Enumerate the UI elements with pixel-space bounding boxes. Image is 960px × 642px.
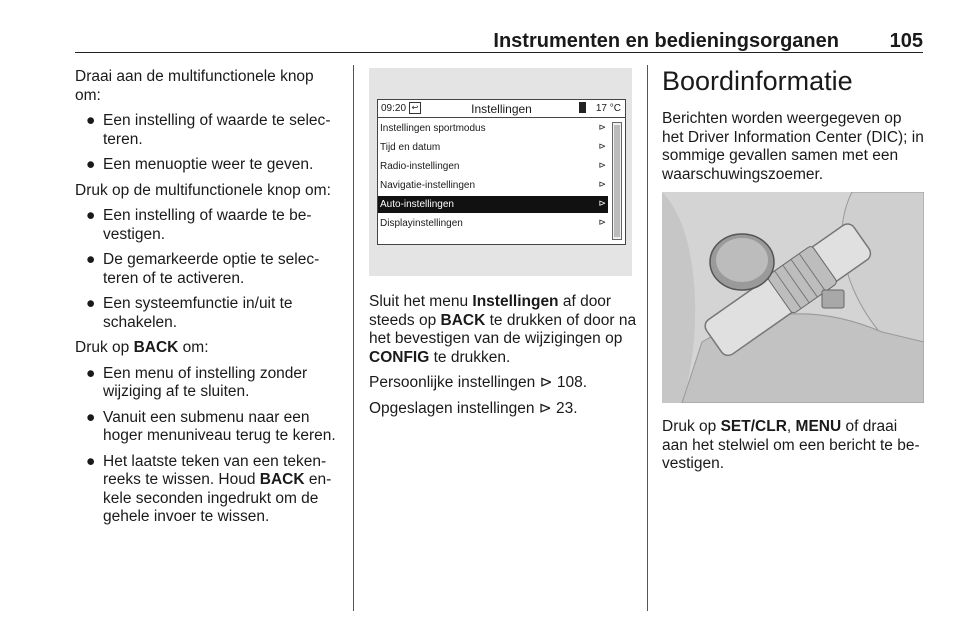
screen-menu-item[interactable] bbox=[378, 196, 608, 213]
screen-menu-item[interactable] bbox=[378, 215, 608, 232]
left-column bbox=[75, 68, 343, 534]
chevron-right-icon: ⊳ bbox=[598, 141, 606, 151]
back-icon: ↩ bbox=[409, 102, 421, 114]
chevron-right-icon: ⊳ bbox=[598, 160, 606, 170]
chevron-right-icon: ⊳ bbox=[598, 198, 606, 208]
confirm-message-paragraph: Druk op SET/CLR, MENU of draai aan het stelwiel om een bericht te bevestigen. bbox=[662, 418, 920, 472]
list-item: ● Een menuoptie weer te geven. bbox=[86, 156, 314, 173]
screen-scrollbar bbox=[612, 122, 622, 240]
steering-stalk-illustration bbox=[662, 192, 924, 403]
cross-reference-link[interactable]: Persoonlijke instellingen ⊳ 108. bbox=[369, 374, 588, 391]
cross-reference-link[interactable]: Opgeslagen instellingen ⊳ 23. bbox=[369, 399, 578, 417]
screen-title: Instellingen bbox=[471, 102, 532, 116]
list-item: ● Het laatste teken van een tekenreeks te wissen. Houd BACK enkele seconden ingedrukt om de gehele invoer te wissen. bbox=[86, 452, 332, 525]
close-menu-paragraph: Sluit het menu Instellingen af door steeds op BACK te drukken of door na het bevestigen van de wijzigingen op CONFIG te drukken. bbox=[369, 293, 637, 366]
screen-menu-item-label: Auto-instellingen bbox=[380, 199, 454, 210]
steering-column-photo bbox=[662, 192, 924, 403]
infotainment-display bbox=[377, 99, 626, 245]
screen-temperature: 17 °C bbox=[595, 103, 621, 114]
chevron-right-icon: ⊳ bbox=[598, 179, 606, 189]
screen-menu-item-label: Instellingen sportmodus bbox=[380, 123, 486, 134]
bullet-icon: ● bbox=[86, 364, 96, 382]
bullet-icon: ● bbox=[86, 251, 96, 268]
screen-menu-item[interactable] bbox=[378, 139, 608, 156]
page-title: Instrumenten en bedieningsorganen bbox=[493, 30, 839, 52]
page-header bbox=[75, 30, 923, 54]
intro-press: Druk op de multifunctionele knop om: bbox=[75, 181, 331, 199]
bullet-icon: ● bbox=[86, 408, 96, 426]
middle-column bbox=[369, 293, 637, 425]
list-item: ● Vanuit een submenu naar een hoger menuniveau terug te keren. bbox=[86, 408, 336, 444]
scrollbar-thumb bbox=[614, 125, 620, 237]
intro-paragraph: Berichten worden weergegeven op het Driver Information Center (DIC); in sommige gevallen samen met een waarschuwingszoemer. bbox=[662, 110, 924, 183]
bullet-icon: ● bbox=[86, 112, 96, 129]
screen-status-bar bbox=[378, 100, 625, 118]
screen-time: 09:20 bbox=[381, 103, 407, 114]
list-item: ● Een instelling of waarde te selecteren. bbox=[86, 112, 331, 148]
right-column-bottom bbox=[662, 418, 927, 481]
list-item: ● Een systeemfunctie in/uit te schakelen. bbox=[86, 295, 293, 331]
chevron-right-icon: ⊳ bbox=[598, 122, 606, 132]
bullet-icon: ● bbox=[86, 156, 96, 173]
section-heading: Boordinformatie bbox=[662, 66, 853, 96]
bullet-icon: ● bbox=[86, 295, 96, 312]
list-item: ● Een instelling of waarde te bevestigen. bbox=[86, 207, 312, 243]
screen-menu-item-label: Tijd en datum bbox=[380, 142, 441, 153]
page-number: 105 bbox=[889, 30, 923, 52]
settings-screen-figure bbox=[369, 68, 632, 276]
screen-menu-item[interactable] bbox=[378, 120, 608, 137]
right-column bbox=[662, 66, 927, 191]
bullet-icon: ● bbox=[86, 452, 96, 470]
header-divider bbox=[75, 52, 923, 53]
intro-back: Druk op BACK om: bbox=[75, 339, 209, 356]
screen-menu-item-label: Radio-instellingen bbox=[380, 161, 460, 172]
screen-menu-item[interactable] bbox=[378, 158, 608, 175]
screen-menu-item-label: Navigatie-instellingen bbox=[380, 180, 476, 191]
intro-rotate: Draai aan de multifunctionele knop om: bbox=[75, 68, 314, 104]
chevron-right-icon: ⊳ bbox=[598, 217, 606, 227]
screen-menu-item[interactable] bbox=[378, 177, 608, 194]
column-divider-left bbox=[353, 65, 354, 611]
list-item: ● Een menu of instelling zonder wijziging af te sluiten. bbox=[86, 364, 308, 400]
bullet-icon: ● bbox=[86, 207, 96, 224]
column-divider-right bbox=[647, 65, 648, 611]
list-item: ● De gemarkeerde optie te selecteren of te activeren. bbox=[86, 251, 320, 287]
thermometer-icon bbox=[579, 102, 586, 113]
screen-menu-item-label: Displayinstellingen bbox=[380, 218, 463, 229]
